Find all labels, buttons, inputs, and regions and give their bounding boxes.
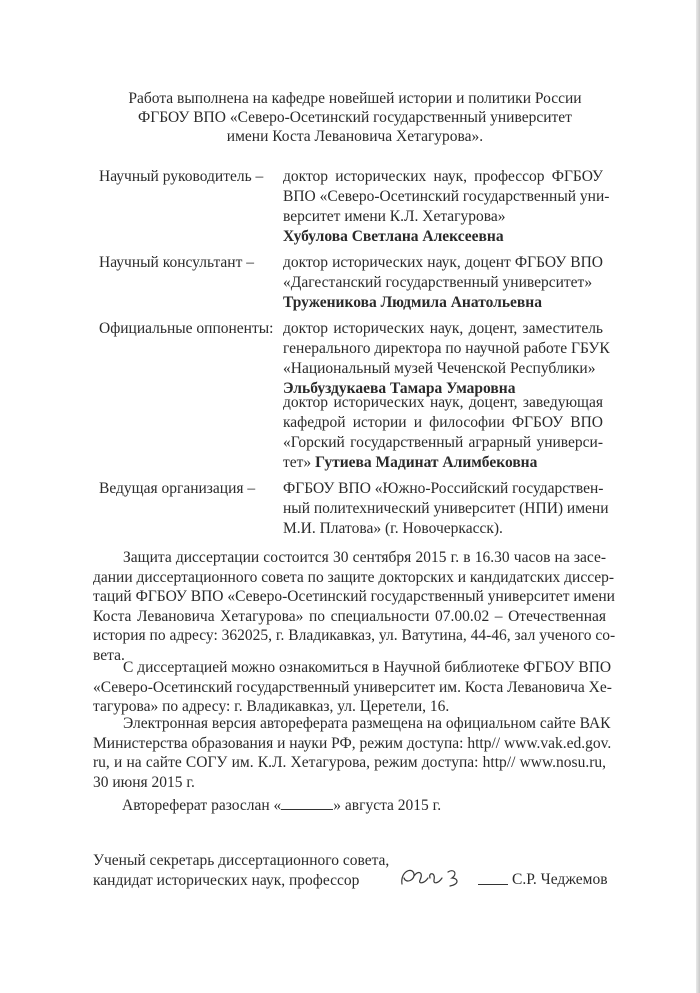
electronic-line-1: Электронная версия автореферата размещена на официальном сайте ВАК	[123, 715, 611, 732]
opponent-1-desc-line-3: «Национальный музей Чеченской Республики»	[283, 360, 596, 377]
consultant-desc-line-1: доктор исторических наук, доцент ФГБОУ ВПО	[283, 254, 603, 271]
opponent-2-desc-prefix: тет»	[283, 454, 312, 471]
defense-line-2: дании диссертационного совета по защите докторских и кандидатских диссер-	[93, 568, 615, 586]
header-line-3: имени Коста Левановича Хетагурова».	[226, 128, 484, 145]
library-line-1: С диссертацией можно ознакомиться в Научной библиотеке ФГБОУ ВПО	[123, 659, 612, 676]
supervisor-name: Хубулова Светлана Алексеевна	[283, 228, 504, 245]
opponent-2-desc-line-1: доктор исторических наук, доцент, заведующая	[283, 394, 603, 411]
secretary-line-1: Ученый секретарь диссертационного совета,	[93, 852, 390, 869]
electronic-line-4: 30 июня 2015 г.	[93, 773, 195, 791]
supervisor-label: Научный руководитель –	[99, 168, 264, 185]
leading-org-description	[283, 479, 609, 539]
header-line-1: Работа выполнена на кафедре новейшей истории и политики России	[128, 90, 582, 107]
supervisor-desc-line-1: доктор исторических наук, профессор ФГБОУ	[283, 168, 603, 185]
defense-line-3: таций ФГБОУ ВПО «Северо-Осетинский государственный университет имени	[93, 588, 615, 606]
header-line-2: ФГБОУ ВПО «Северо-Осетинский государственный университет	[138, 109, 572, 126]
page-edge	[696, 0, 700, 993]
opponent-2-name: Гутиева Мадинат Алимбековна	[315, 454, 538, 471]
supervisor-desc-line-2: ВПО «Северо-Осетинский государственный уни-	[283, 188, 610, 205]
opponent-2-description	[283, 393, 603, 473]
opponent-1-name: Эльбуздукаева Тамара Умаровна	[283, 380, 516, 397]
electronic-line-3: ru, и на сайте СОГУ им. К.Л. Хетагурова, режим доступа: http// www.nosu.ru,	[93, 754, 606, 772]
secretary-line-2: кандидат исторических наук, профессор	[93, 872, 360, 889]
opponent-1-desc-line-1: доктор исторических наук, доцент, заместитель	[283, 320, 603, 337]
signature-line	[478, 884, 508, 885]
library-line-3: тагурова» по адресу: г. Владикавказ, ул. Церетели, 16.	[93, 698, 450, 716]
secretary-block	[93, 851, 389, 891]
consultant-description	[283, 253, 603, 313]
page-header	[90, 89, 620, 146]
electronic-line-2: Министерства образования и науки РФ, режим доступа: http// www.vak.ed.gov.	[93, 734, 612, 752]
opponents-label: Официальные оппоненты:	[99, 320, 274, 337]
opponent-2-desc-line-2: кафедрой истории и философии ФГБОУ ВПО	[283, 414, 603, 431]
defense-paragraph	[93, 548, 616, 666]
secretary-name: С.Р. Чеджемов	[512, 871, 608, 888]
opponent-1-description	[283, 319, 610, 399]
consultant-desc-line-2: «Дагестанский государственный университет»	[283, 274, 593, 291]
defense-line-4: Коста Левановича Хетагурова» по специальности 07.00.02 – Отечественная	[93, 607, 606, 625]
defense-line-6: вета.	[93, 646, 125, 664]
leading-org-desc-line-1: ФГБОУ ВПО «Южно-Российский государствен-	[283, 480, 604, 497]
leading-org-desc-line-2: ный политехнический университет (НПИ) имени	[283, 500, 609, 517]
abstract-sent-after: » августа 2015 г.	[333, 797, 442, 814]
opponent-2-desc-line-4	[283, 453, 603, 473]
leading-org-desc-line-3: М.И. Платова» (г. Новочеркасск).	[283, 520, 503, 537]
consultant-label: Научный консультант –	[99, 254, 254, 271]
defense-line-5: история по адресу: 362025, г. Владикавказ, ул. Ватутина, 44-46, зал ученого со-	[93, 627, 616, 645]
opponent-1-desc-line-2: генерального директора по научной работе ГБУК	[283, 340, 610, 357]
abstract-sent-line	[122, 797, 441, 815]
library-line-2: «Северо-Осетинский государственный университет им. Коста Левановича Хе-	[93, 678, 612, 696]
supervisor-description	[283, 167, 610, 247]
handwritten-signature	[398, 862, 480, 892]
electronic-paragraph	[93, 714, 612, 792]
date-blank-line	[281, 809, 333, 810]
library-paragraph	[93, 658, 612, 717]
supervisor-desc-line-3: верситет имени К.Л. Хетагурова»	[283, 208, 506, 225]
opponent-2-desc-line-3: «Горский государственный аграрный универси-	[283, 434, 603, 451]
abstract-sent-before: Автореферат разослан «	[122, 797, 282, 814]
leading-org-label: Ведущая организация –	[99, 480, 256, 497]
defense-line-1: Защита диссертации состоится 30 сентября 2015 г. в 16.30 часов на засе-	[123, 549, 606, 566]
consultant-name: Труженикова Людмила Анатольевна	[283, 294, 542, 311]
